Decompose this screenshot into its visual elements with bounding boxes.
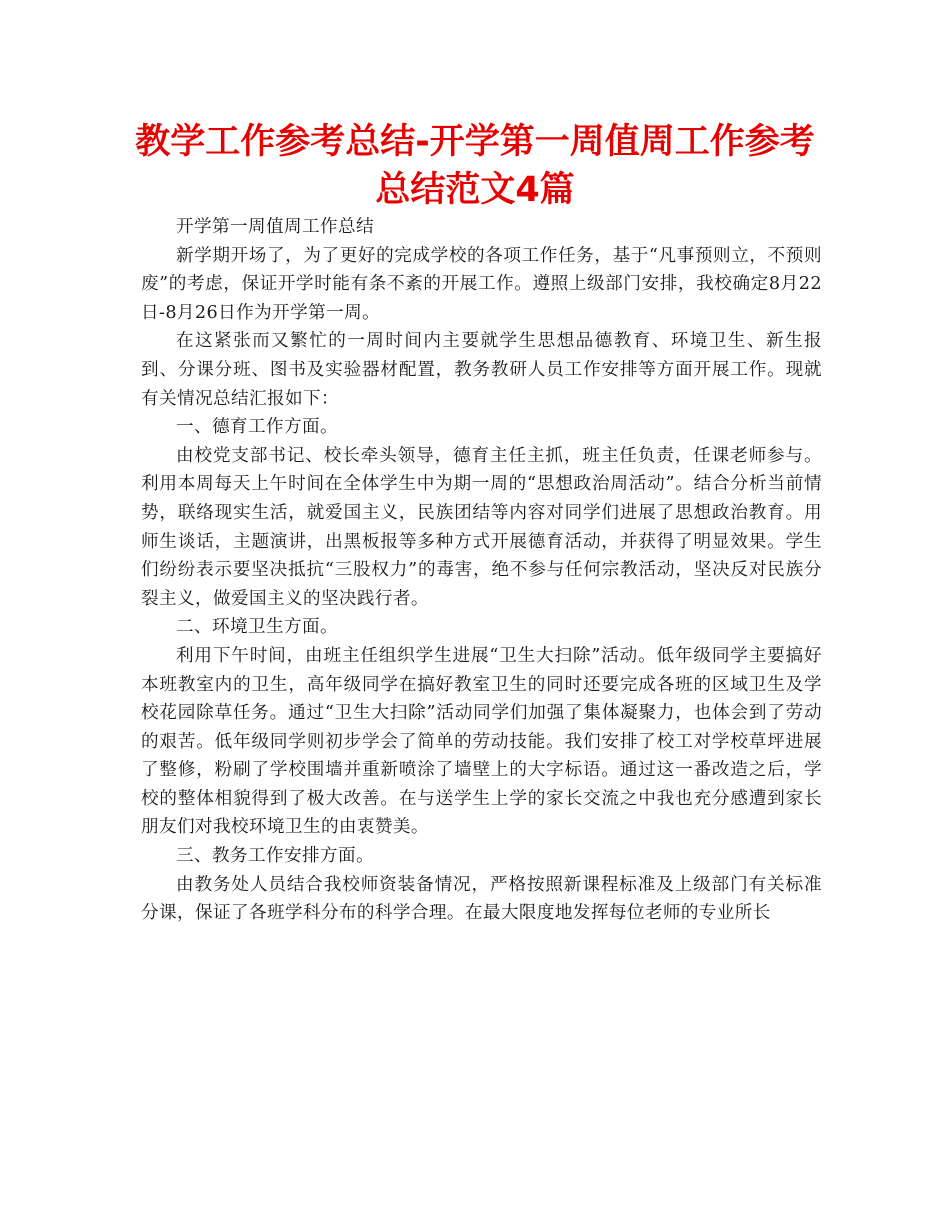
section-heading: 三、教务工作安排方面。 (176, 846, 374, 867)
section-heading: 开学第一周值周工作总结 (176, 217, 374, 237)
paragraph: 由校党支部书记、校长牵头领导，德育主任主抓，班主任负责，任课老师参与。利用本周每天上午时间在全体学生中为期一周的“思想政治周活动”。结合分析当前情势，联络现实生活，就爱国主义，民族团结等内容对同学们进展了思想政治教育。用师生谈话，主题演讲，出黑板报等多种方式开展德育活动，并获得了明显效果。学生们纷纷表示要坚决抵抗“三股权力”的毒害，绝不参与任何宗教活动，坚决反对民族分裂主义，做爱国主义的坚决践行者。 (141, 445, 822, 609)
document-body (141, 213, 822, 928)
section-heading: 二、环境卫生方面。 (176, 617, 338, 638)
section-heading: 一、德育工作方面。 (176, 417, 338, 438)
paragraph: 利用下午时间，由班主任组织学生进展“卫生大扫除”活动。低年级同学主要搞好本班教室内的卫生，高年级同学在搞好教室卫生的同时还要完成各班的区域卫生及学校花园除草任务。通过“卫生大扫除”活动同学们加强了集体凝聚力，也体会到了劳动的艰苦。低年级同学则初步学会了简单的劳动技能。我们安排了校工对学校草坪进展了整修，粉刷了学校围墙并重新喷涂了墙壁上的大字标语。通过这一番改造之后，学校的整体相貌得到了极大改善。在与送学生上学的家长交流之中我也充分感遭到家长朋友们对我校环境卫生的由衷赞美。 (141, 645, 822, 838)
paragraph: 在这紧张而又繁忙的一周时间内主要就学生思想品德教育、环境卫生、新生报到、分课分班、图书及实验器材配置，教务教研人员工作安排等方面开展工作。现就有关情况总结汇报如下： (141, 331, 822, 409)
paragraph: 新学期开场了，为了更好的完成学校的各项工作任务，基于“凡事预则立，不预则废”的考虑，保证开学时能有条不紊的开展工作。遵照上级部门安排，我校确定8月22日-8月26日作为开学第一周。 (141, 245, 822, 323)
paragraph: 由教务处人员结合我校师资装备情况，严格按照新课程标准及上级部门有关标准分课，保证了各班学科分布的科学合理。在最大限度地发挥每位老师的专业所长 (141, 874, 822, 924)
document-title: 教学工作参考总结-开学第一周值周工作参考总结范文4篇 (135, 122, 815, 210)
